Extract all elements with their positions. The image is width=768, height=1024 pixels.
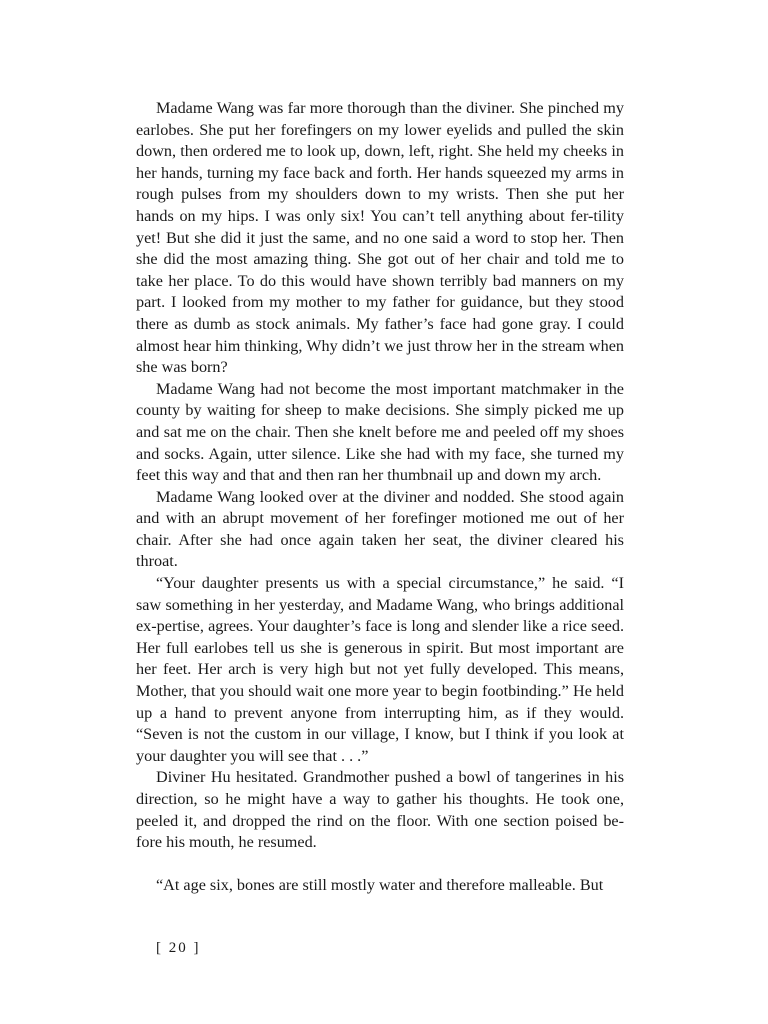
page-number: [ 20 ] [156,940,201,956]
paragraph-2: Madame Wang had not become the most important matchmaker in the county by waiting for sheep to make decisions. She simply picked me up and sat me on the chair. Then she knelt before me and peeled off my shoes and socks. Again, utter silence. Like she had with my face, she turned my feet this way and that and then ran her thumbnail up and down my arch. [136,379,624,485]
paragraph-5: Diviner Hu hesitated. Grandmother pushed a bowl of tangerines in his direction, so he might have a way to gather his thoughts. He took one, peeled it, and dropped the rind on the floor. With one section poised be-fore his mouth, he resumed. [136,768,624,852]
paragraph-1: Madame Wang was far more thorough than the diviner. She pinched my earlobes. She put her forefingers on my lower eyelids and pulled the skin down, then ordered me to look up, down, left, right. She held my cheeks in her hands, turning my face back and forth. Her hands squeezed my arms in rough pulses from my shoulders down to my wrists. Then she put her hands on my hips. I was only six! You can’t tell anything about fer-tility yet! But she did it just the same, and no one said a word to stop her. Then she did the most amazing thing. She got out of her chair and told me to take her place. To do this would have shown terribly bad manners on my part. I looked from my mother to my father for guidance, but they stood there as dumb as stock animals. My father’s face had gone gray. I could almost hear him thinking, Why didn’t we just throw her in the stream when she was born? [136,99,624,377]
page-body [136,98,624,896]
paragraph-6: “At age six, bones are still mostly water and therefore malleable. But [156,875,604,894]
paragraph-4: “Your daughter presents us with a special circumstance,” he said. “I saw something in her yesterday, and Madame Wang, who brings additional ex-pertise, agrees. Your daughter’s face is long and slender like a rice seed. Her full earlobes tell us she is generous in spirit. But most important are her feet. Her arch is very high but not yet fully developed. This means, Mother, that you should wait one more year to begin footbinding.” He held up a hand to prevent anyone from interrupting him, as if they would. “Seven is not the custom in our village, I know, but I think if you look at your daughter you will see that . . .” [136,574,624,765]
paragraph-3: Madame Wang looked over at the diviner and nodded. She stood again and with an abrupt movement of her forefinger motioned me out of her chair. After she had once again taken her seat, the diviner cleared his throat. [136,487,624,571]
